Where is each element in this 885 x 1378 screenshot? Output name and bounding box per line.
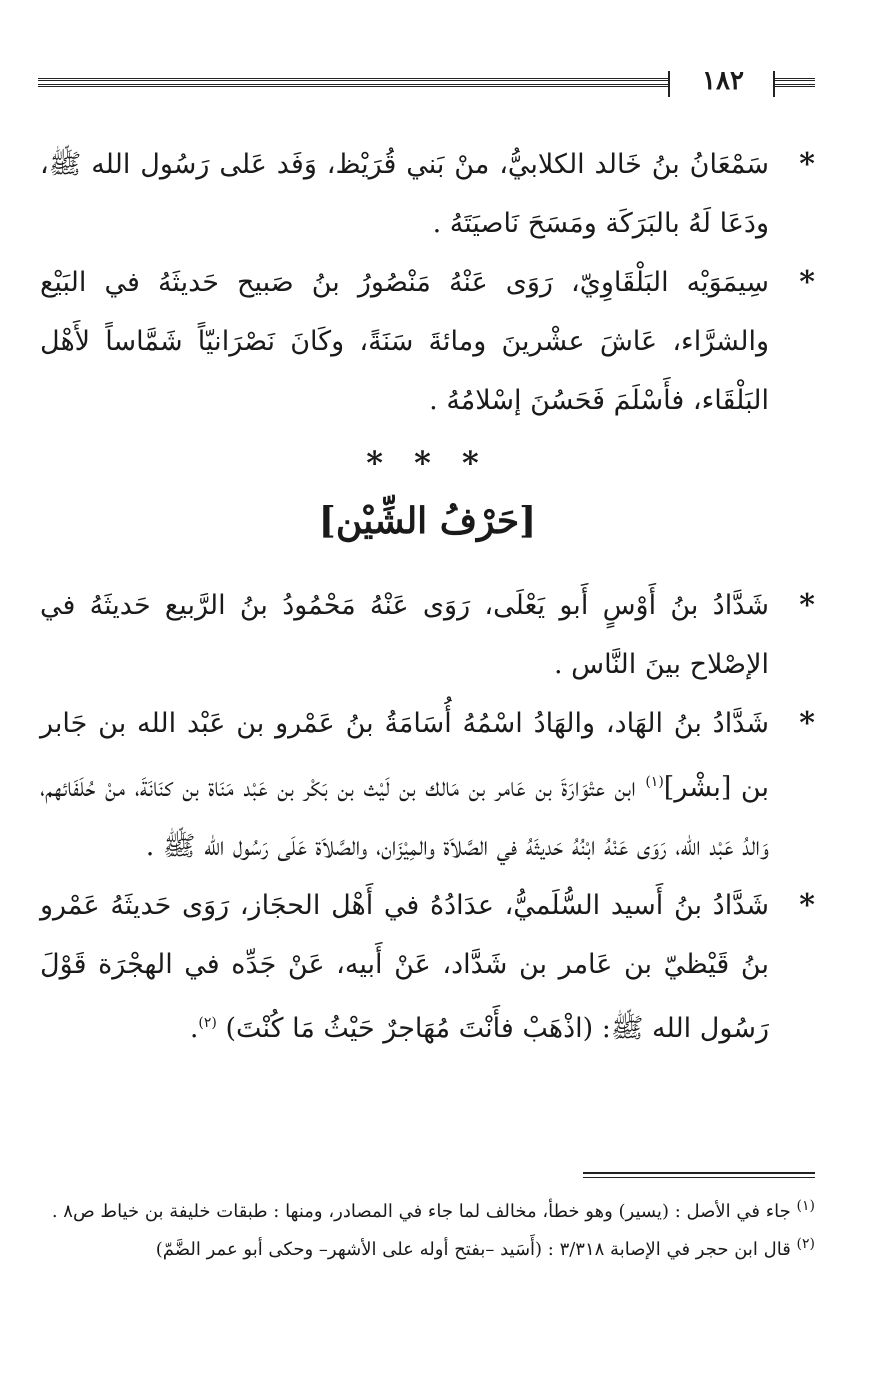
entry-text: سَمْعَانُ بنُ خَالد الكلابيُّ، منْ بَني قُرَيْظ، وَفَد عَلى رَسُول الله ﷺ، ودَعَا لَهُ بالبَرَكَة ومَسَحَ نَاصيَتَهُ . [40, 149, 769, 239]
entry-bullet: * [799, 888, 815, 923]
header-rule-divider [668, 71, 670, 97]
footnote-ref[interactable]: (١) [645, 774, 664, 790]
entry-text: شَدَّادُ بنُ أَوْسٍ أَبو يَعْلَى، رَوَى عَنْهُ مَحْمُودُ بنُ الرَّبيع حَديثَهُ في الإصْلاح بينَ النَّاس . [40, 590, 769, 680]
page-number: ١٨٢ [702, 66, 744, 96]
entry-bullet: * [799, 706, 815, 741]
footnote-ref[interactable]: (٢) [198, 1015, 217, 1031]
footnote-2 [40, 1228, 815, 1266]
entry-text: سِيمَوَيْه البَلْقَاوِيّ، رَوَى عَنْهُ مَنْصُورُ بنُ صَبيح حَديثَهُ في البَيْع والشرَّاء، عَاشَ عشْرينَ ومائةَ سَنَةً، وكَانَ نَصْرَانيّاً شَمَّاساً لأَهْل البَلْقَاء، فأَسْلَمَ فَحَسُنَ إسْلامُهُ . [40, 267, 769, 416]
header-rule-right [775, 78, 815, 87]
page-body [40, 135, 815, 1058]
footnote-mark: (١) [796, 1198, 815, 1214]
footnote-1 [40, 1190, 815, 1228]
footnote-rule [583, 1172, 815, 1178]
header-rule-left [38, 78, 670, 87]
entry-shaddad-bin-aws [40, 576, 815, 694]
entry-bullet: * [799, 588, 815, 623]
entry-bullet: * [799, 147, 815, 182]
entry-text: شَدَّادُ بنُ أَسيد السُّلَميُّ، عدَادُهُ في أَهْل الحجَاز، رَوَى حَديثَهُ عَمْرو بنُ قَيْظيّ بن عَامر بن شَدَّاد، عَنْ أَبيه، عَنْ جَدِّه في الهجْرَة قَوْلَ رَسُول الله ﷺ: (اذْهَبْ فأَنْتَ مُهَاجرٌ حَيْثُ مَا كُنْتَ) [40, 890, 769, 1044]
footnote-mark: (٢) [796, 1236, 815, 1252]
entry-shaddad-bin-alhad [40, 694, 815, 876]
entry-text-cont: . [189, 1013, 199, 1044]
entry-simawayh [40, 253, 815, 430]
entry-bullet: * [799, 265, 815, 300]
entry-text-cont: ابن عتْوَارَةَ بن عَامر بن مَالك بن لَيْث بن بَكْر بن عَبْد مَنَاة بن كنَانَةَ، منْ حُلَفَائهم، وَالدُ عَبْد الله، رَوَى عَنْهُ ابْنُهُ حَديثَهُ في الصَّلاَة والمِيْزَان، والصَّلاَة عَلَى رَسُول الله ﷺ . [40, 772, 769, 862]
section-title: [حَرْفُ الشِّيْن] [318, 500, 537, 542]
entry-shaddad-bin-usayd [40, 876, 815, 1058]
section-separator: * * * [366, 444, 489, 482]
footnote-text: قال ابن حجر في الإصابة ٣/٣١٨ : (أَسَيد –بفتح أوله على الأشهر– وحكى أبو عمر الضَّمّ) [155, 1239, 791, 1260]
footnote-text: جاء في الأصل : (يسير) وهو خطأ، مخالف لما جاء في المصادر، ومنها : طبقات خليفة بن خياط ص٨ . [51, 1201, 791, 1222]
footnotes [40, 1172, 815, 1266]
entry-samaan [40, 135, 815, 253]
entry-text: شَدَّادُ بنُ الهَاد، والهَادُ اسْمُهُ أُسَامَةُ بنُ عَمْرو بن عَبْد الله بن جَابر بن [بشْر] [40, 708, 770, 803]
page-header [38, 68, 814, 98]
